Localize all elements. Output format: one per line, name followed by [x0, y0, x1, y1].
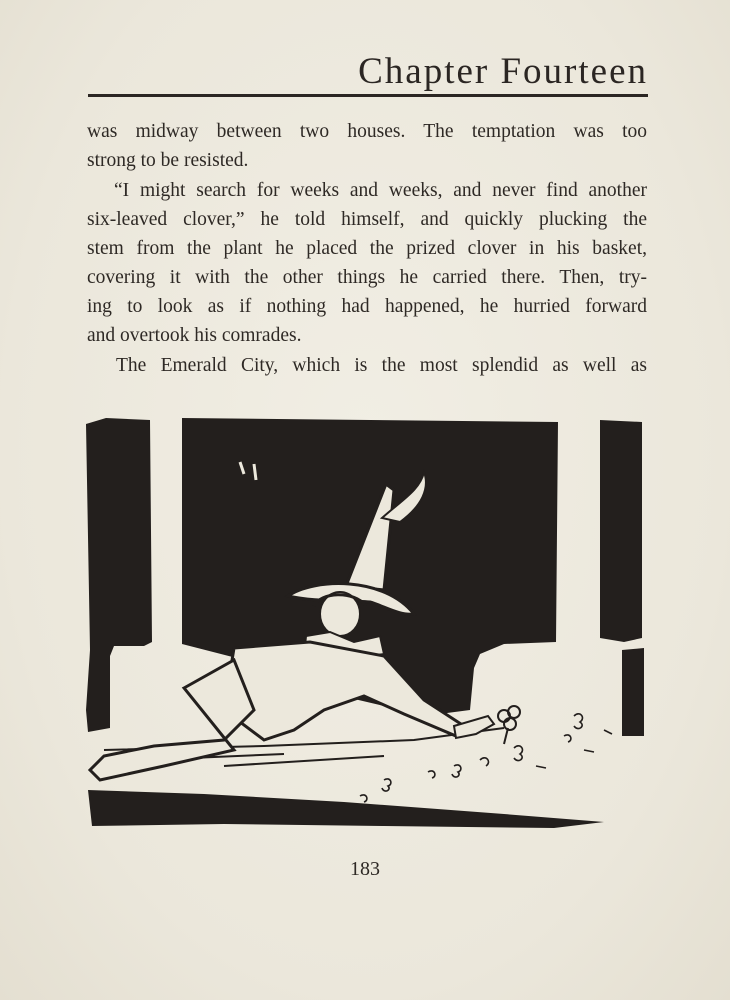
- body-line-2: strong to be resisted.: [87, 150, 249, 171]
- body-line-6: covering it with the other things he carried there. Then, try-: [87, 267, 647, 288]
- body-line-8: and overtook his comrades.: [87, 325, 302, 346]
- body-line-5: stem from the plant he placed the prized clover in his basket,: [87, 238, 647, 259]
- body-line-1: was midway between two houses. The temptation was too: [87, 121, 647, 142]
- illustration-boy-picking-clover: [84, 410, 650, 840]
- page-number: 183: [350, 858, 380, 880]
- ground-shadow-shape: [88, 790, 604, 828]
- clover-icon: [498, 706, 520, 744]
- body-line-4: six-leaved clover,” he told himself, and quickly plucking the: [87, 209, 647, 230]
- legs-shape: [90, 660, 254, 780]
- chapter-title: Chapter Fourteen: [358, 51, 648, 92]
- right-pillar-shape: [600, 420, 642, 642]
- heading-rule: [88, 94, 648, 97]
- body-line-9: The Emerald City, which is the most splendid as well as: [116, 355, 647, 376]
- right-pillar-lower-shape: [622, 648, 644, 736]
- body-line-3: “I might search for weeks and weeks, and never find another: [114, 180, 647, 201]
- body-line-7: ing to look as if nothing had happened, he hurried forward: [87, 296, 647, 317]
- hand-shape: [454, 716, 494, 738]
- left-pillar-shape: [86, 418, 152, 732]
